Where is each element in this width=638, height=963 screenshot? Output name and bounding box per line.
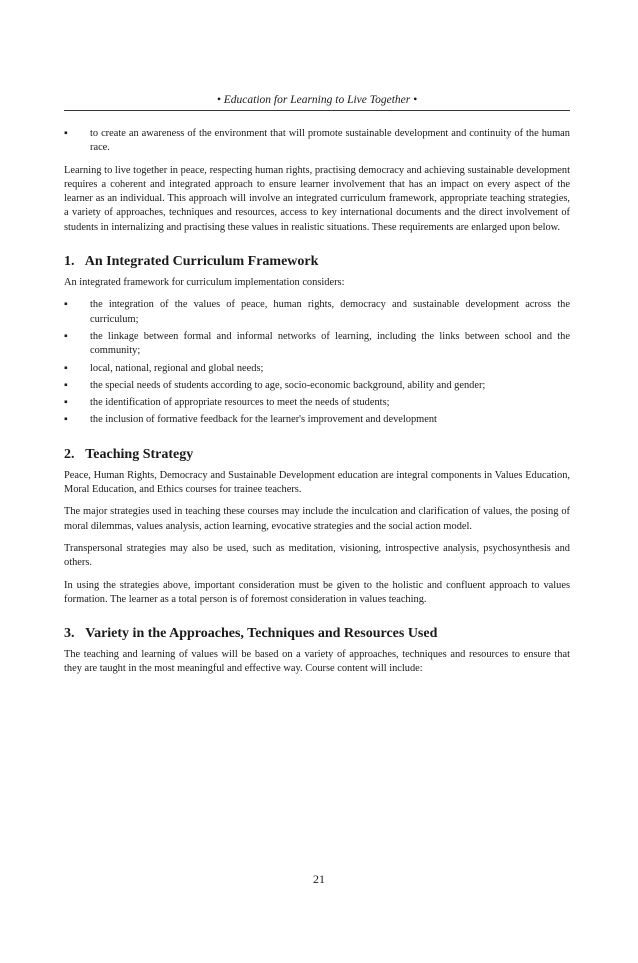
header-rule [64, 110, 570, 111]
section-1-lead: An integrated framework for curriculum implementation considers: [64, 277, 345, 289]
list-item: ▪ the inclusion of formative feedback for the learner's improvement and development [64, 413, 570, 427]
bullet-icon: ▪ [64, 379, 68, 391]
list-item: ▪ to create an awareness of the environment that will promote sustainable development and continuity of the human race. [64, 128, 570, 154]
section-title: Variety in the Approaches, Techniques and Resources Used [85, 626, 438, 642]
bullet-icon: ▪ [64, 414, 68, 426]
section-title: Teaching Strategy [85, 446, 194, 462]
list-item: ▪ the integration of the values of peace, human rights, democracy and sustainable development across the curriculum; [64, 299, 570, 325]
bullet-icon: ▪ [64, 299, 68, 311]
section-heading-2 [64, 446, 570, 464]
header-title: Education for Learning to Live Together [223, 94, 411, 106]
section-3-paragraph: The teaching and learning of values will be based on a variety of approaches, techniques and resources to ensure that they are taught in the most meaningful and effective way. Course content will include: [64, 649, 570, 675]
running-header [64, 93, 570, 107]
header-right-mark: • [413, 94, 418, 106]
section-title: An Integrated Curriculum Framework [84, 254, 319, 270]
section-number: 3. [64, 626, 75, 642]
intro-bullet-list [64, 127, 570, 156]
section-heading-1 [64, 253, 570, 271]
section-1-bullet-list [64, 298, 570, 427]
section-number: 1. [64, 254, 75, 270]
page-body [64, 127, 570, 685]
section-number: 2. [64, 446, 75, 462]
intro-paragraph: Learning to live together in peace, respecting human rights, practising democracy and achieving sustainable development requires a coherent and integrated approach to ensure learner involvement that has an impact on every aspect of the learner as an individual. This approach will involve an integrated curriculum framework, appropriate teaching strategies, a variety of approaches, techniques and resources, access to key international documents and the direct involvement of students in internalizing and practising these values in realistic situations. These requirements are enlarged upon below. [64, 164, 570, 233]
bullet-icon: ▪ [64, 362, 68, 374]
list-item: ▪ the linkage between formal and informal networks of learning, including the links between school and the community; [64, 330, 570, 357]
section-2-paragraph: Transpersonal strategies may also be used, such as meditation, visioning, introspective analysis, psychosynthesis and others. [64, 542, 570, 569]
section-2-paragraph: Peace, Human Rights, Democracy and Sustainable Development education are integral components in Values Education, Moral Education, and Ethics courses for trainee teachers. [64, 469, 570, 496]
header-left-mark: • [216, 94, 221, 106]
section-2-paragraph: The major strategies used in teaching these courses may include the inculcation and clarification of values, the posing of moral dilemmas, values analysis, action learning, evocative strategies and the social action model. [64, 506, 570, 532]
list-item: ▪ the special needs of students according to age, socio-economic background, ability and gender; [64, 379, 570, 393]
section-2-paragraph: In using the strategies above, important consideration must be given to the holistic and confluent approach to values formation. The learner as a total person is of foremost consideration in values teaching. [64, 579, 570, 605]
list-item: ▪ the identification of appropriate resources to meet the needs of students; [64, 396, 570, 410]
bullet-icon: ▪ [64, 128, 68, 139]
list-item: ▪ local, national, regional and global needs; [64, 362, 570, 376]
bullet-icon: ▪ [64, 397, 68, 409]
section-heading-3 [64, 625, 570, 643]
page-number: 21 [313, 872, 325, 886]
bullet-icon: ▪ [64, 330, 68, 342]
